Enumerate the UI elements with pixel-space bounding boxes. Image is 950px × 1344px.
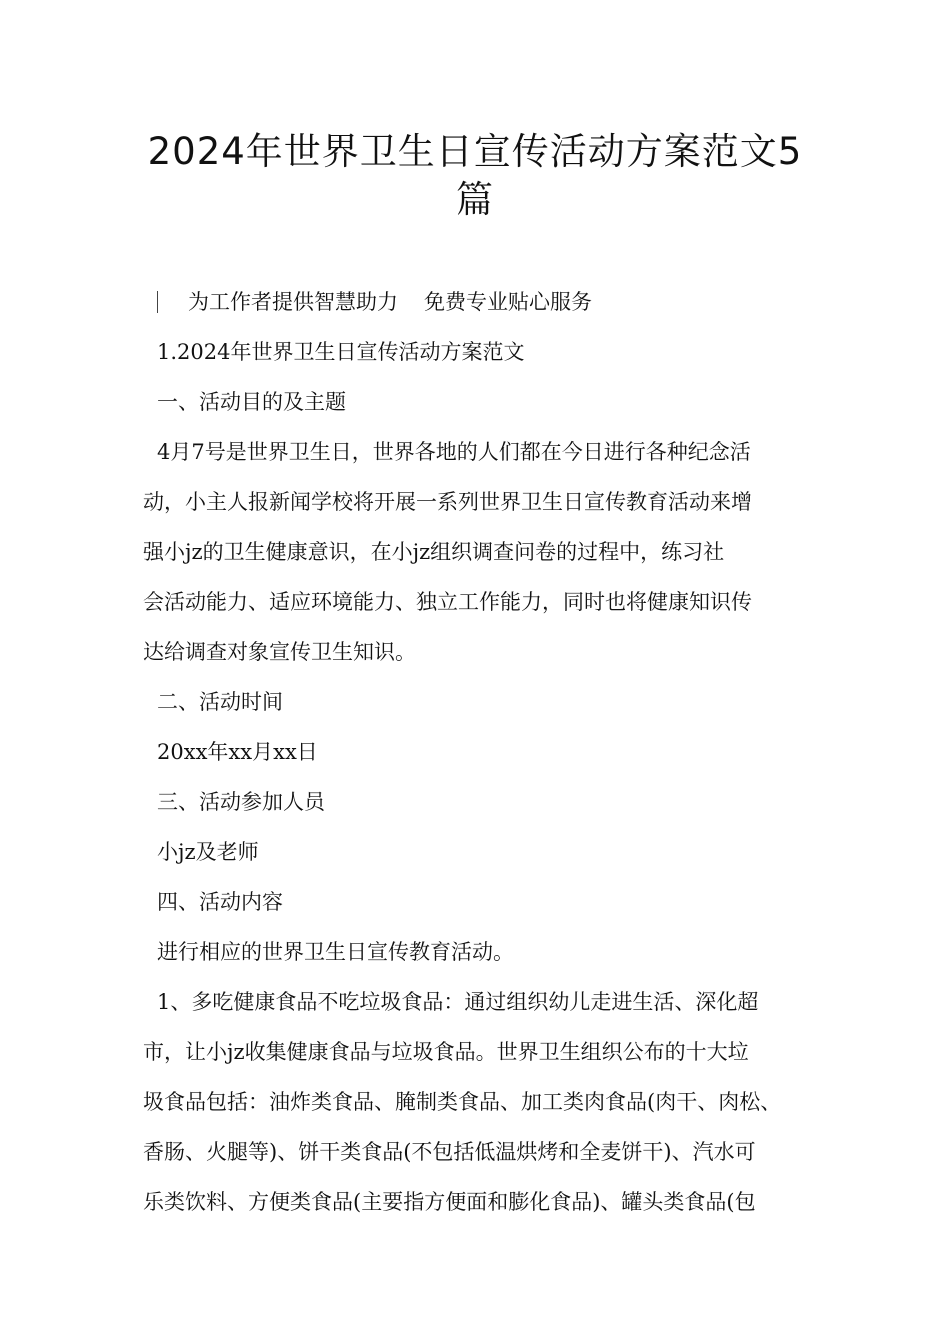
- paragraph-line: 20xx年xx月xx日: [157, 740, 318, 764]
- document-body: [143, 277, 835, 1227]
- paragraph-line: 强小jz的卫生健康意识，在小jz组织调查问卷的过程中，练习社: [143, 540, 725, 564]
- paragraph-line: 4月7号是世界卫生日，世界各地的人们都在今日进行各种纪念活: [157, 440, 751, 464]
- paragraph-line: 市，让小jz收集健康食品与垃圾食品。世界卫生组织公布的十大垃: [143, 1040, 749, 1064]
- subheading-participants: 三、活动参加人员: [157, 790, 325, 814]
- paragraph-line: 香肠、火腿等)、饼干类食品(不包括低温烘烤和全麦饼干)、汽水可: [143, 1140, 756, 1164]
- document-title: [110, 128, 840, 224]
- paragraph-line: 动，小主人报新闻学校将开展一系列世界卫生日宣传教育活动来增: [143, 490, 752, 514]
- paragraph-line: 小jz及老师: [157, 840, 259, 864]
- subheading-time: 二、活动时间: [157, 690, 283, 714]
- paragraph-line: 达给调查对象宣传卫生知识。: [143, 640, 416, 664]
- title-line-1: 2024年世界卫生日宣传活动方案范文5: [147, 130, 803, 173]
- subheading-purpose: 一、活动目的及主题: [157, 390, 346, 414]
- section-heading-1: 1.2024年世界卫生日宣传活动方案范文: [157, 340, 525, 364]
- paragraph-line: 圾食品包括：油炸类食品、腌制类食品、加工类肉食品(肉干、肉松、: [143, 1090, 782, 1114]
- subheading-content: 四、活动内容: [157, 890, 283, 914]
- banner-divider: [157, 291, 158, 313]
- service-banner: [143, 277, 835, 327]
- banner-left-text: 为工作者提供智慧助力: [188, 290, 398, 314]
- banner-right-text: 免费专业贴心服务: [424, 290, 592, 314]
- paragraph-line: 会活动能力、适应环境能力、独立工作能力，同时也将健康知识传: [143, 590, 752, 614]
- paragraph-line: 1、多吃健康食品不吃垃圾食品：通过组织幼儿走进生活、深化超: [157, 990, 759, 1014]
- title-line-2: 篇: [456, 178, 494, 221]
- paragraph-line: 乐类饮料、方便类食品(主要指方便面和膨化食品)、罐头类食品(包: [143, 1190, 756, 1214]
- paragraph-line: 进行相应的世界卫生日宣传教育活动。: [157, 940, 514, 964]
